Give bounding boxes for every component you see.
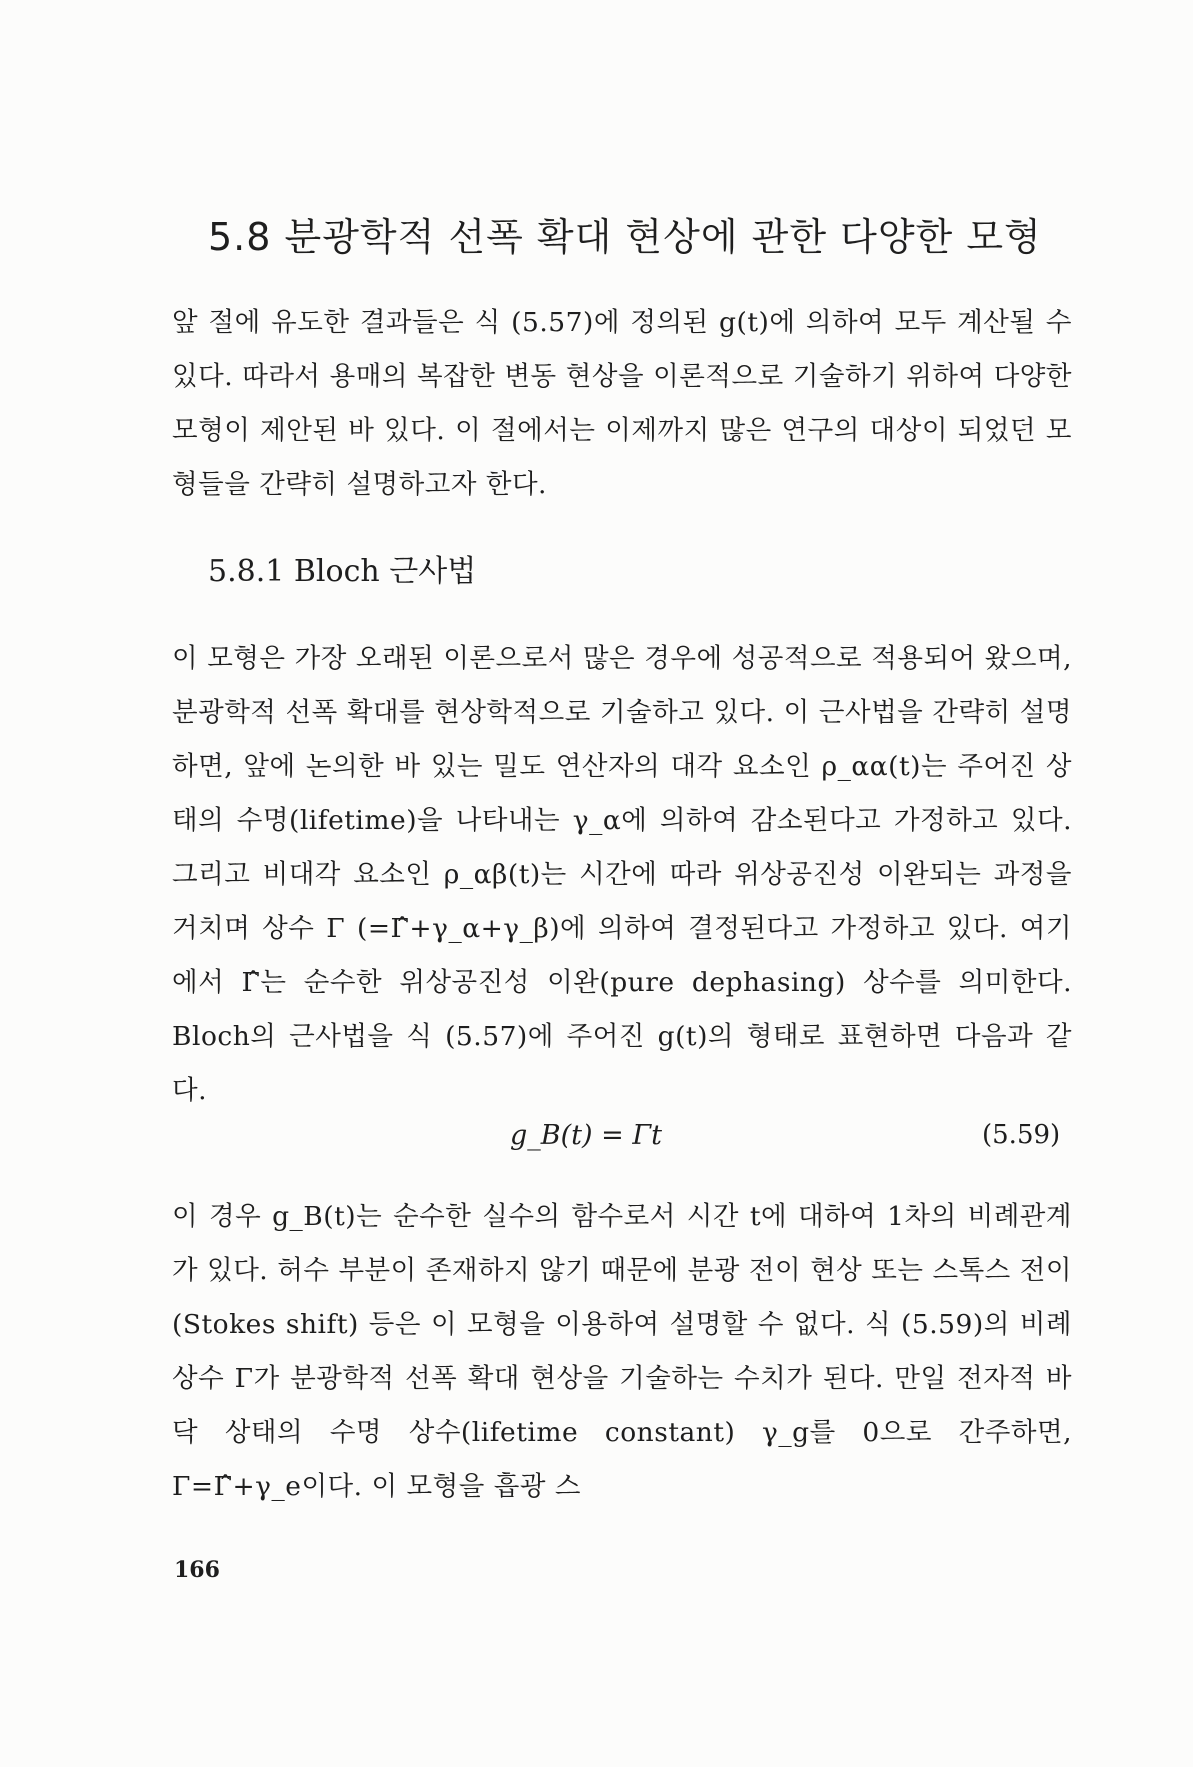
section-title: 5.8 분광학적 선폭 확대 현상에 관한 다양한 모형 xyxy=(208,215,1042,259)
paragraph-intro: 앞 절에 유도한 결과들은 식 (5.57)에 정의된 g(t)에 의하여 모두 계산될 수 있다. 따라서 용매의 복잡한 변동 현상을 이론적으로 기술하기 위하여 다양한 모형이 제안된 바 있다. 이 절에서는 이제까지 많은 연구의 대상이 되었던 모형들을 간략히 설명하고자 한다. xyxy=(172,307,1072,500)
equation-number: (5.59) xyxy=(982,1120,1061,1150)
paragraph-bloch-discussion: 이 경우 g_B(t)는 순수한 실수의 함수로서 시간 t에 대하여 1차의 비례관계가 있다. 허수 부분이 존재하지 않기 때문에 분광 전이 현상 또는 스톡스 전이(Stokes shift) 등은 이 모형을 이용하여 설명할 수 없다. 식 (5.59)의 비례 상수 Γ가 분광학적 선폭 확대 현상을 기술하는 수치가 된다. 만일 전자적 바닥 상태의 수명 상수(lifetime constant) γ_g를 0으로 간주하면, Γ=Γ̂+γ_e이다. 이 모형을 흡광 스 xyxy=(172,1201,1072,1502)
page-number: 166 xyxy=(174,1557,220,1583)
equation: g_B(t) = Γt xyxy=(510,1120,662,1151)
subsection-title: 5.8.1 Bloch 근사법 xyxy=(208,554,477,589)
paragraph-bloch-description: 이 모형은 가장 오래된 이론으로서 많은 경우에 성공적으로 적용되어 왔으며, 분광학적 선폭 확대를 현상학적으로 기술하고 있다. 이 근사법을 간략히 설명하면, 앞에 논의한 바 있는 밀도 연산자의 대각 요소인 ρ_αα(t)는 주어진 상태의 수명(lifetime)을 나타내는 γ_α에 의하여 감소된다고 가정하고 있다. 그리고 비대각 요소인 ρ_αβ(t)는 시간에 따라 위상공진성 이완되는 과정을 거치며 상수 Γ (=Γ̂+γ_α+γ_β)에 의하여 결정된다고 가정하고 있다. 여기에서 Γ̂는 순수한 위상공진성 이완(pure dephasing) 상수를 의미한다. Bloch의 근사법을 식 (5.57)에 주어진 g(t)의 형태로 표현하면 다음과 같다. xyxy=(172,643,1072,1106)
